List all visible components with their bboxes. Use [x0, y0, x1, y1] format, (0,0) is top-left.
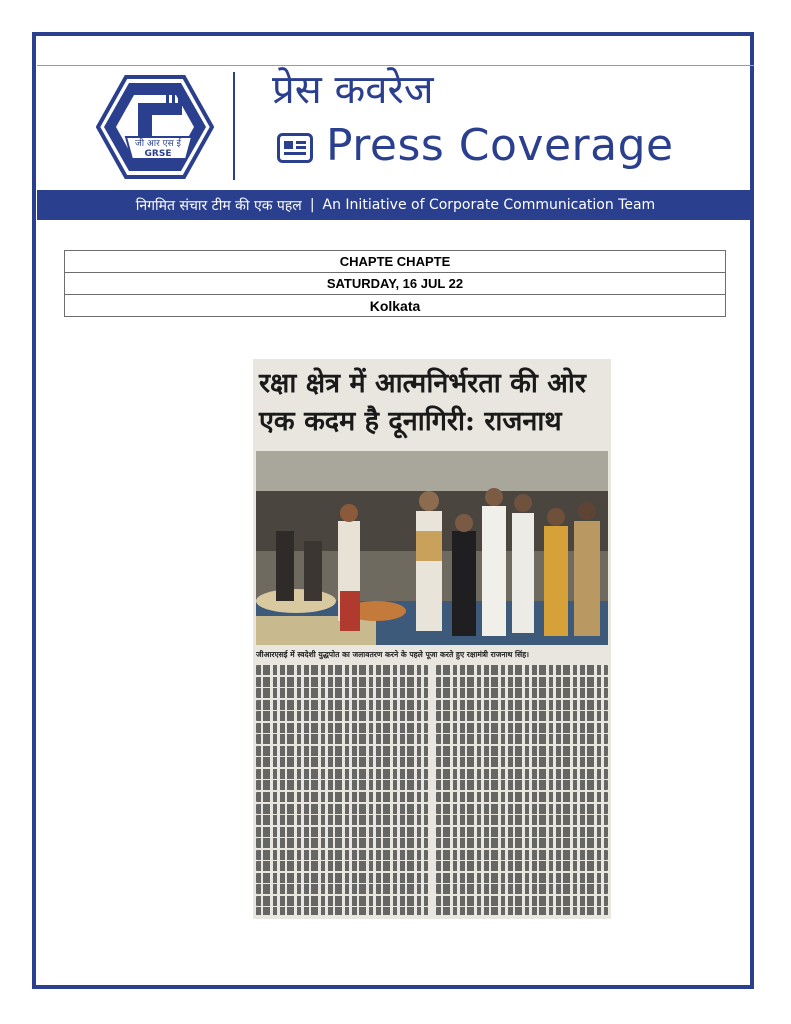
header-divider [233, 72, 235, 180]
news-clipping [253, 359, 611, 919]
clipping-photo [256, 451, 608, 645]
grse-logo [96, 73, 214, 181]
clipping-headline: रक्षा क्षेत्र में आत्मनिर्भरता की ओर एक कदम है दूनागिरी: राजनाथ [259, 368, 586, 437]
publication-info-table [64, 250, 726, 317]
title-english: Press Coverage [326, 120, 674, 171]
clipping-article-body [256, 665, 608, 915]
title-hindi: प्रेस कवरेज [272, 67, 434, 113]
article-column-left [256, 665, 428, 915]
header-rule [37, 65, 754, 66]
newspaper-icon [277, 133, 313, 163]
banner-english: An Initiative of Corporate Communication Team [322, 197, 656, 213]
svg-text:जी आर एस ई: जी आर एस ई [135, 139, 181, 149]
article-column-right [436, 665, 608, 915]
banner-hindi: निगमित संचार टीम की एक पहल [135, 197, 302, 214]
initiative-banner [37, 190, 754, 220]
publication-date: SATURDAY, 16 JUL 22 [65, 273, 726, 295]
publication-city: Kolkata [65, 295, 726, 317]
publication-name: CHAPTE CHAPTE [65, 251, 726, 273]
svg-text:GRSE: GRSE [144, 149, 172, 159]
banner-separator: | [309, 197, 315, 213]
clipping-caption: जीआरएसई में स्वदेशी युद्धपोत का जलावतरण करने के पहले पूजा करते हुए रक्षामंत्री राजनाथ सिंह। [256, 650, 530, 659]
